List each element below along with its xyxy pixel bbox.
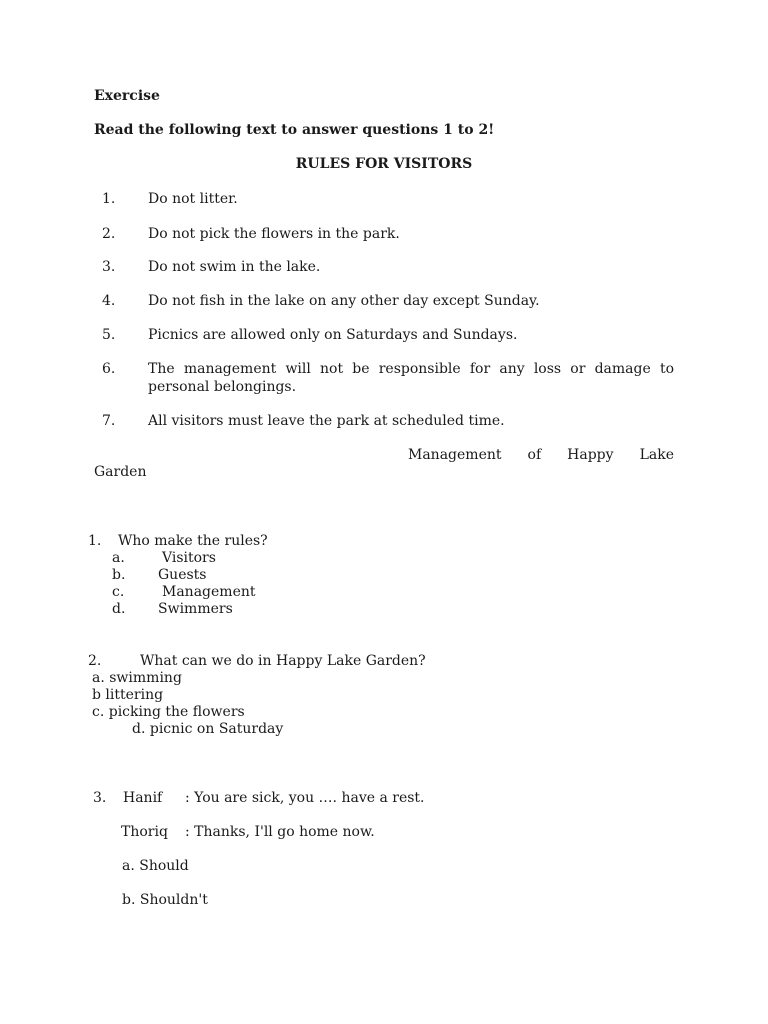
option-letter: d. xyxy=(112,601,126,617)
signature-word: Lake xyxy=(639,447,674,463)
question-text: What can we do in Happy Lake Garden? xyxy=(140,653,426,669)
option-text: b. Shouldn't xyxy=(122,892,208,908)
signature-word: of xyxy=(527,447,542,463)
signature-word: Management xyxy=(408,447,502,463)
question-number: 2. xyxy=(88,653,102,669)
rule-number: 7. xyxy=(102,413,116,429)
rule-text: Do not pick the flowers in the park. xyxy=(148,226,400,242)
signature-word: Happy xyxy=(567,447,614,463)
rule-number: 3. xyxy=(102,259,116,275)
dialogue-line: : Thanks, I'll go home now. xyxy=(185,824,375,840)
question-number: 3. xyxy=(93,790,107,806)
rules-heading: RULES FOR VISITORS xyxy=(295,156,473,172)
dialogue-speaker: Thoriq xyxy=(121,824,168,840)
rule-text: Do not swim in the lake. xyxy=(148,259,321,275)
rule-number: 1. xyxy=(102,191,116,207)
option-letter: c. xyxy=(112,584,125,600)
signature-line xyxy=(408,446,674,464)
option-text: Guests xyxy=(158,567,207,583)
dialogue-speaker: Hanif xyxy=(123,790,163,806)
instruction-text: Read the following text to answer questions 1 to 2! xyxy=(94,122,495,138)
exercise-label: Exercise xyxy=(94,88,160,104)
question-number: 1. xyxy=(88,533,102,549)
option-text: a. swimming xyxy=(92,670,182,686)
rule-number: 5. xyxy=(102,327,116,343)
signature-last-word: Garden xyxy=(94,464,147,480)
option-text: c. picking the flowers xyxy=(92,704,245,720)
rule-text: All visitors must leave the park at scheduled time. xyxy=(148,413,505,429)
option-text: Swimmers xyxy=(158,601,233,617)
rule-text: Do not litter. xyxy=(148,191,238,207)
option-text: Management xyxy=(162,584,256,600)
option-text: Visitors xyxy=(162,550,216,566)
dialogue-line: : You are sick, you …. have a rest. xyxy=(185,790,425,806)
option-text: d. picnic on Saturday xyxy=(132,721,284,737)
option-letter: b. xyxy=(112,567,126,583)
option-letter: a. xyxy=(112,550,125,566)
question-text: Who make the rules? xyxy=(118,533,268,549)
option-text: b littering xyxy=(92,687,164,703)
rule-text: Do not fish in the lake on any other day except Sunday. xyxy=(148,293,540,309)
rule-number: 6. xyxy=(102,361,116,377)
rule-number: 2. xyxy=(102,226,116,242)
option-text: a. Should xyxy=(122,858,189,874)
rule-text: Picnics are allowed only on Saturdays and Sundays. xyxy=(148,327,518,343)
rule-number: 4. xyxy=(102,293,116,309)
rule-text: The management will not be responsible for any loss or damage to personal belongings. xyxy=(148,361,674,395)
